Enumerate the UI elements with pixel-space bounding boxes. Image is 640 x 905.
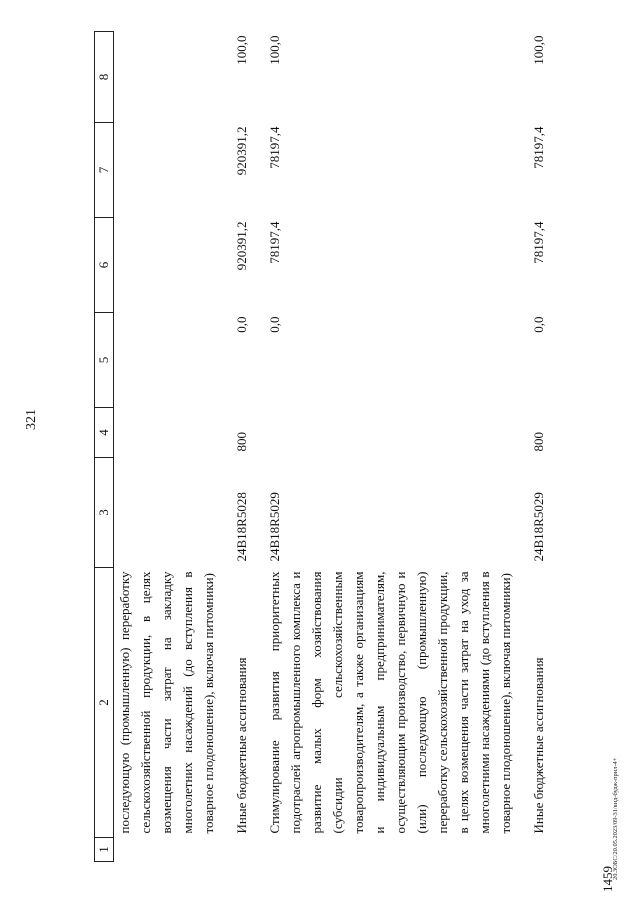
type-cell: 800 [234,432,249,452]
column-header-7: 7 [95,123,114,218]
table-header-row [95,32,114,862]
row-spacer [516,32,528,862]
value-cell-5: 0,0 [267,316,282,333]
value-cell-8 [114,32,220,123]
column-header-3: 3 [95,458,114,568]
row-number-cell [528,838,549,862]
row-spacer [219,32,231,862]
column-header-4: 4 [95,408,114,458]
description-cell: Стимулирование развития приоритетных подотраслей агропромышленного комплекса и развитие малых форм хозяйствования (субсидии сельскохозяйственным товаропроизводителям, а также организациям и индивидуальным предпринимателям, осуществляющим производство, первичную и (или) последующую (промышленную) переработку сельскохозяйственной продукции, в целях возмещения части затрат на уход за многолетними насаждениями (до вступления в товарное плодоношение), включая питомники) [267,571,513,834]
code-cell: 24В18R5029 [267,492,282,562]
table-row [114,32,220,862]
column-header-8: 8 [95,32,114,123]
value-cell-8: 100,0 [531,35,546,65]
type-cell [114,408,220,458]
code-cell: 24В18R5029 [531,492,546,562]
value-cell-7: 78197,4 [531,126,546,169]
rotated-table-container [94,32,600,862]
description-cell: Иные бюджетные ассигнования [234,657,249,834]
value-cell-6: 920391,2 [234,221,249,271]
budget-table [94,31,549,862]
row-number-cell [264,838,516,862]
value-cell-5: 0,0 [234,316,249,333]
column-header-2: 2 [95,568,114,838]
value-cell-7: 920391,2 [234,126,249,176]
column-header-1: 1 [95,838,114,862]
table-row [528,32,549,862]
column-header-6: 6 [95,218,114,313]
table-row [231,32,252,862]
type-cell: 800 [531,432,546,452]
row-number-cell [114,838,220,862]
value-cell-6: 78197,4 [267,221,282,264]
table-row [264,32,516,862]
page-number-top: 321 [24,409,39,430]
value-cell-6 [114,218,220,313]
code-cell [114,458,220,568]
row-number-cell [231,838,252,862]
description-cell: Иные бюджетные ассигнования [531,657,546,834]
value-cell-5 [114,313,220,408]
value-cell-5: 0,0 [531,316,546,333]
value-cell-8: 100,0 [234,35,249,65]
value-cell-6: 78197,4 [531,221,546,264]
description-cell: последующую (промышленную) переработку сельскохозяйственной продукции, в целях возмещения части затрат на закладку многолетних насаждений (до вступления в товарное плодоношение), включая питомники) [117,571,216,834]
code-cell: 24В18R5028 [234,492,249,562]
row-spacer [252,32,264,862]
value-cell-7: 78197,4 [267,126,282,169]
column-header-5: 5 [95,313,114,408]
value-cell-8: 100,0 [267,35,282,65]
page-number-bottom: 1459 [600,866,615,892]
footer-note: 20.3ОБС/20.05.2023/09-31/вид-будж-прил-4+ [612,757,619,880]
value-cell-7 [114,123,220,218]
type-cell [264,408,516,458]
